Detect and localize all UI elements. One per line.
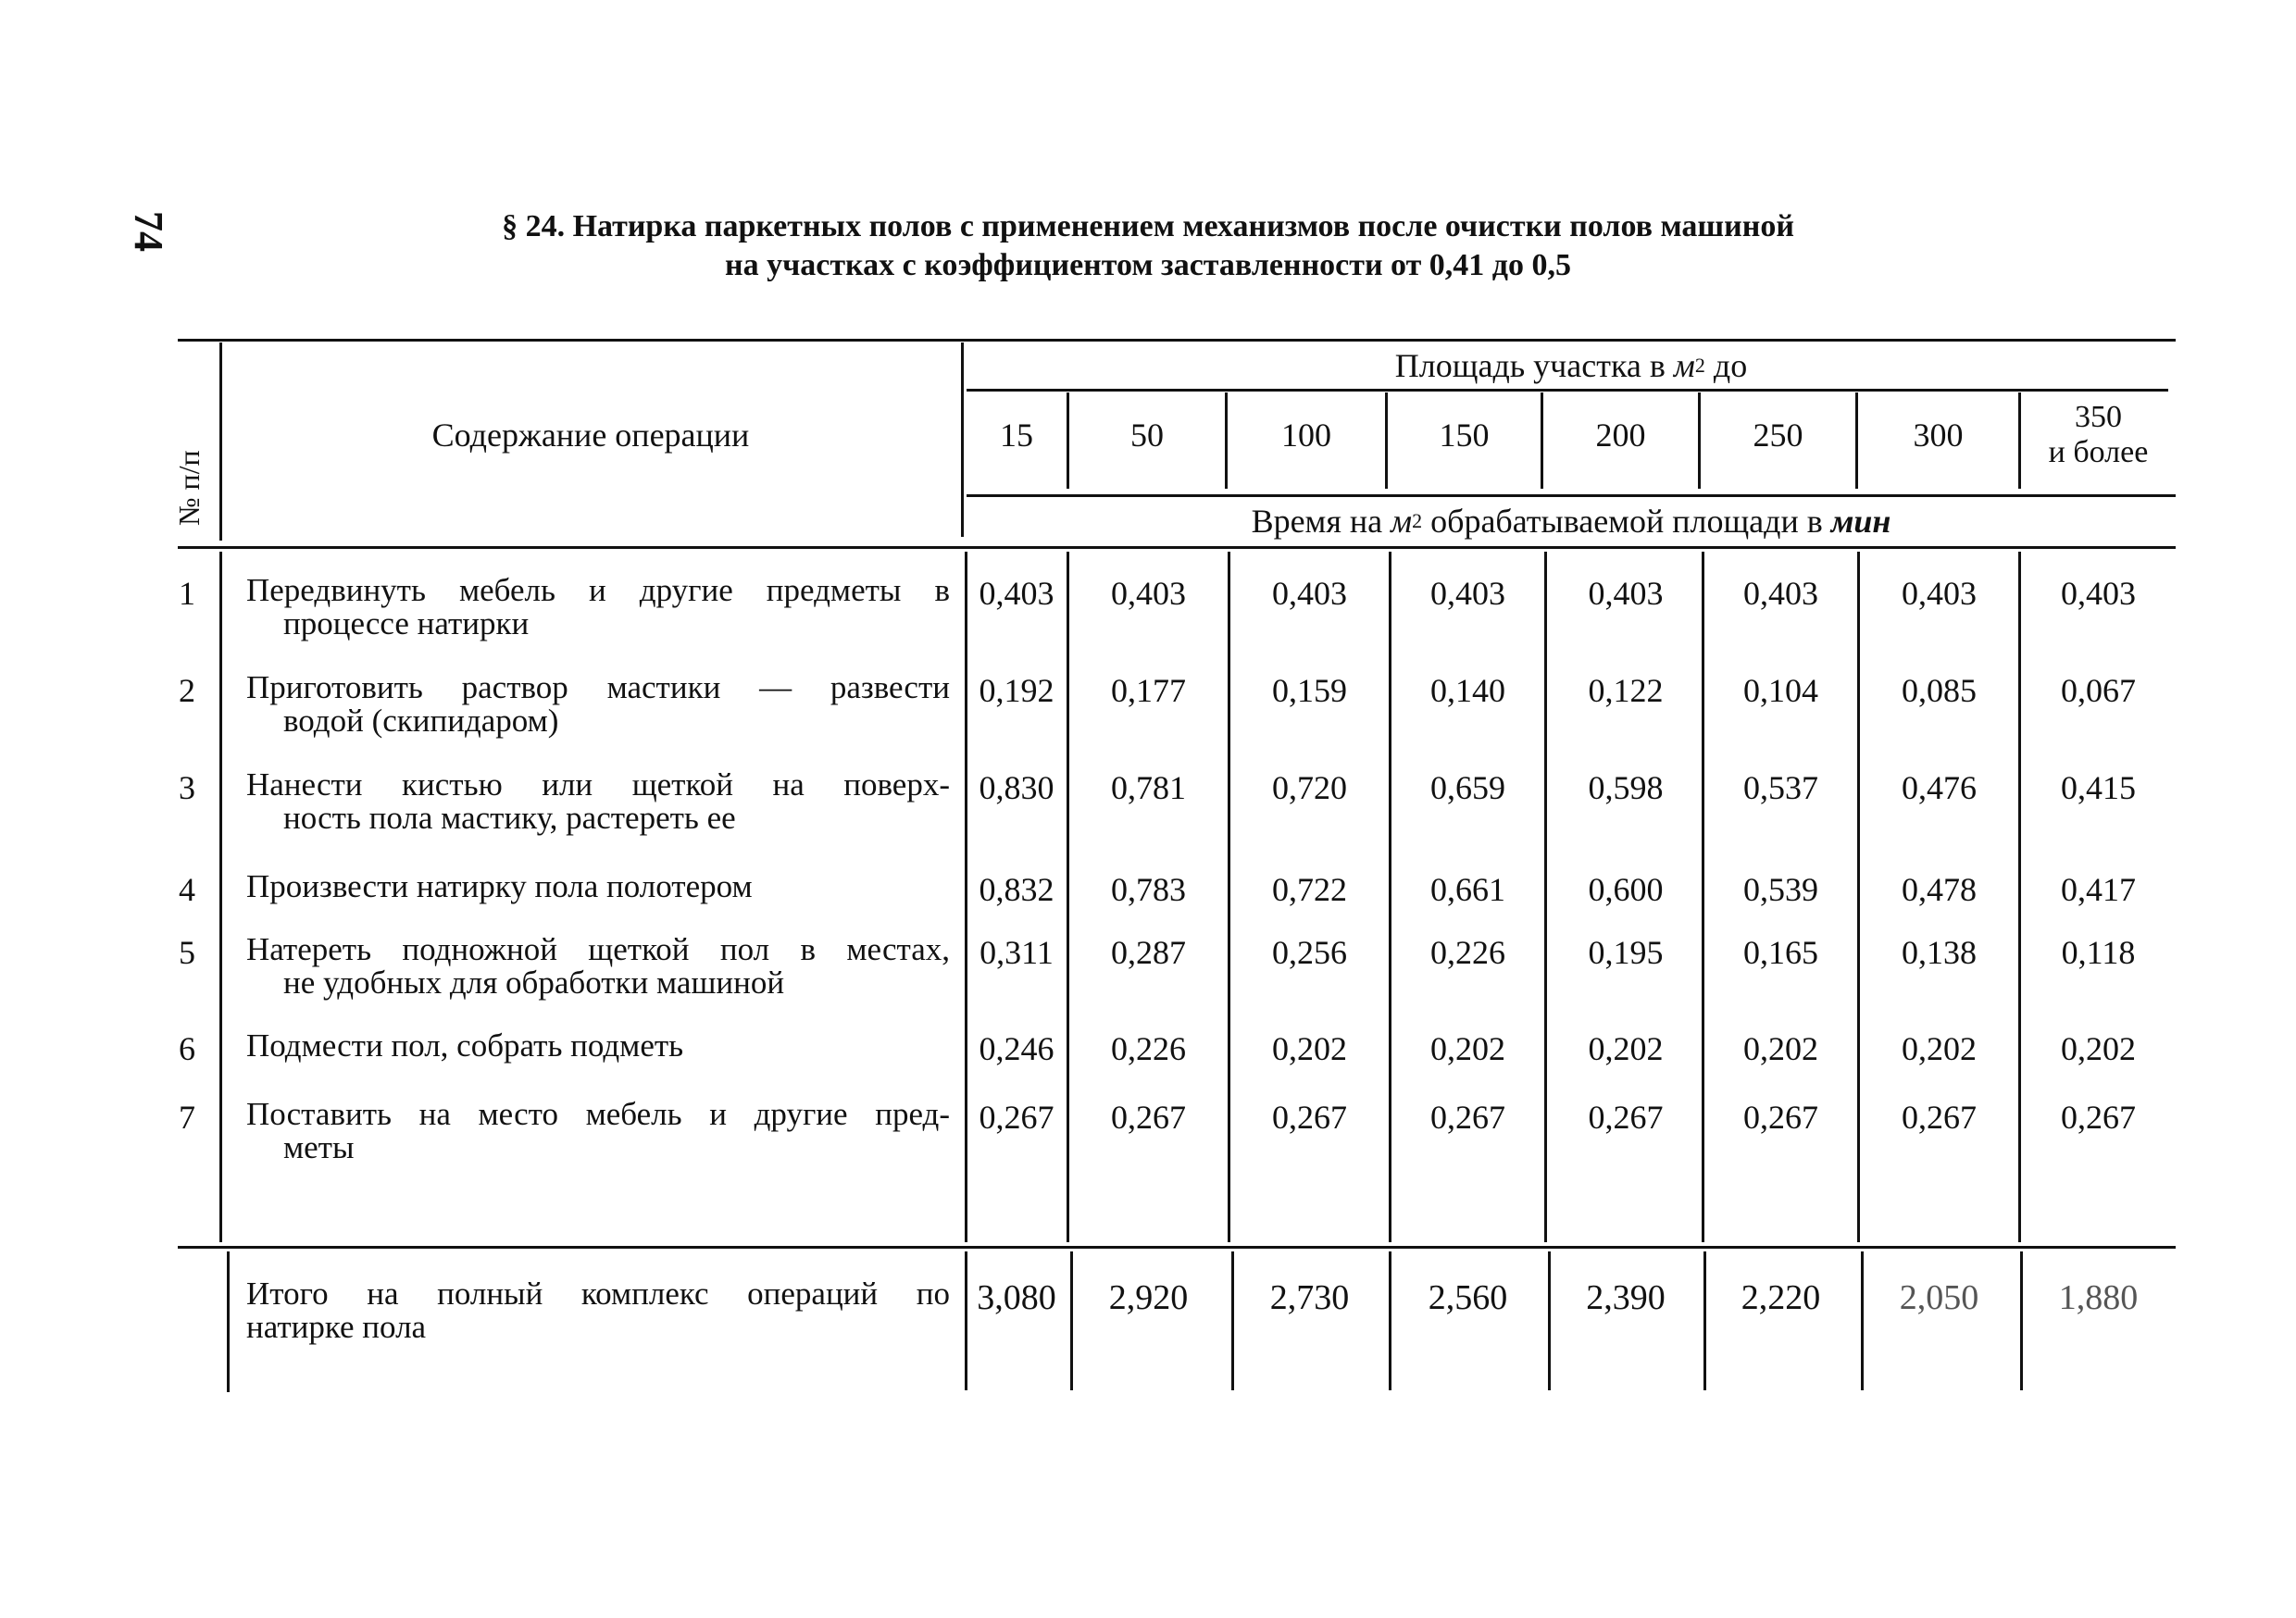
time-value: 0,195 xyxy=(1588,934,1664,971)
time-value: 0,226 xyxy=(1430,934,1505,971)
operation-line2: водой (скипидаром) xyxy=(283,703,559,739)
operation-line1: Нанести кистью или щеткой на поверх- xyxy=(246,766,950,803)
total-value: 2,050 xyxy=(1899,1278,1979,1317)
time-value: 0,403 xyxy=(1111,575,1186,612)
header-area-300: 300 xyxy=(1913,417,1964,454)
time-value: 0,122 xyxy=(1588,672,1664,709)
section-title-line-1: § 24. Натирка паркетных полов с применением механизмов после очистки полов машиной xyxy=(502,209,1794,243)
col-divider-operation xyxy=(961,342,964,537)
time-value: 0,478 xyxy=(1902,871,1977,908)
table-top-rule xyxy=(178,339,2176,342)
header-area-350-line1: 350 xyxy=(2075,400,2122,434)
total-divider-300 xyxy=(2020,1251,2023,1390)
header-area-text: Площадь участка в xyxy=(1394,347,1674,384)
time-header-rule xyxy=(967,494,2176,497)
page-number: 74 xyxy=(126,211,171,252)
total-label-line1: Итого на полный комплекс операций по xyxy=(246,1276,950,1312)
total-value: 3,080 xyxy=(977,1278,1056,1317)
time-value: 0,403 xyxy=(979,575,1054,612)
time-value: 0,267 xyxy=(1430,1099,1505,1136)
time-value: 0,403 xyxy=(1743,575,1818,612)
time-value: 0,267 xyxy=(1743,1099,1818,1136)
operation-line1: Поставить на место мебель и другие пред- xyxy=(246,1096,950,1132)
operation-text xyxy=(246,574,950,641)
row-number: 6 xyxy=(179,1030,195,1067)
body-divider-num xyxy=(219,552,222,1242)
time-value: 0,202 xyxy=(2061,1030,2136,1067)
header-area-unit: м xyxy=(1673,347,1695,384)
time-value: 0,192 xyxy=(979,672,1054,709)
time-value: 0,256 xyxy=(1272,934,1347,971)
time-value: 0,417 xyxy=(2061,871,2136,908)
total-value: 2,390 xyxy=(1586,1278,1666,1317)
total-divider-num xyxy=(227,1251,230,1392)
total-value: 2,730 xyxy=(1269,1278,1350,1317)
time-value: 0,403 xyxy=(1272,575,1347,612)
row-number: 2 xyxy=(179,672,195,709)
operation-text xyxy=(246,1098,950,1164)
header-area-15: 15 xyxy=(1000,417,1033,454)
operation-text xyxy=(246,870,950,903)
time-value: 0,085 xyxy=(1902,672,1977,709)
total-row-label xyxy=(246,1277,950,1344)
time-value: 0,403 xyxy=(1588,575,1664,612)
time-value: 0,661 xyxy=(1430,871,1505,908)
time-value: 0,267 xyxy=(1111,1099,1186,1136)
total-separator-rule xyxy=(178,1246,2176,1249)
time-value: 0,403 xyxy=(1430,575,1505,612)
total-divider-150 xyxy=(1548,1251,1551,1390)
time-value: 0,267 xyxy=(2061,1099,2136,1136)
time-value: 0,226 xyxy=(1111,1030,1186,1067)
operation-line2: ность пола мастику, растереть ее xyxy=(283,800,736,836)
section-title xyxy=(278,207,2018,285)
total-value: 1,880 xyxy=(2058,1278,2139,1317)
time-value: 0,415 xyxy=(2061,769,2136,806)
total-value: 2,560 xyxy=(1428,1278,1508,1317)
time-value: 0,537 xyxy=(1743,769,1818,806)
header-time-minutes: мин xyxy=(1830,503,1891,540)
time-value: 0,783 xyxy=(1111,871,1186,908)
total-label-line2: натирке пола xyxy=(246,1309,427,1345)
time-value: 0,246 xyxy=(979,1030,1054,1067)
time-value: 0,177 xyxy=(1111,672,1186,709)
total-divider-250 xyxy=(1861,1251,1864,1390)
header-time-text: Время на xyxy=(1251,503,1391,540)
header-area-150: 150 xyxy=(1439,417,1490,454)
time-value: 0,267 xyxy=(1902,1099,1977,1136)
header-area xyxy=(967,342,2176,389)
header-time xyxy=(967,498,2176,544)
row-number: 7 xyxy=(179,1099,195,1136)
header-area-50: 50 xyxy=(1130,417,1164,454)
operation-text xyxy=(246,671,950,738)
header-area-suffix: до xyxy=(1704,347,1748,384)
header-bottom-rule xyxy=(178,546,2176,549)
header-area-350 xyxy=(2021,400,2176,470)
operation-line1: Произвести натирку пола полотером xyxy=(246,868,753,904)
time-value: 0,720 xyxy=(1272,769,1347,806)
header-time-unit: м xyxy=(1391,503,1413,540)
header-area-350-line2: и более xyxy=(2048,435,2149,469)
time-value: 0,202 xyxy=(1272,1030,1347,1067)
header-area-unit-exp: 2 xyxy=(1694,354,1705,377)
time-value: 0,159 xyxy=(1272,672,1347,709)
row-number: 4 xyxy=(179,871,195,908)
total-divider-200 xyxy=(1703,1251,1706,1390)
total-divider-100 xyxy=(1389,1251,1391,1390)
time-value: 0,722 xyxy=(1272,871,1347,908)
operation-line1: Подмести пол, собрать подметь xyxy=(246,1027,684,1064)
header-area-250: 250 xyxy=(1753,417,1803,454)
time-value: 0,830 xyxy=(979,769,1054,806)
total-divider-operation xyxy=(965,1251,967,1390)
time-value: 0,202 xyxy=(1743,1030,1818,1067)
time-value: 0,403 xyxy=(2061,575,2136,612)
operation-line1: Натереть подножной щеткой пол в местах, xyxy=(246,931,950,967)
section-title-line-2: на участках с коэффициентом заставленности от 0,41 до 0,5 xyxy=(725,248,1571,282)
operation-text xyxy=(246,933,950,1000)
time-value: 0,202 xyxy=(1588,1030,1664,1067)
operation-text xyxy=(246,768,950,835)
area-header-rule xyxy=(967,389,2168,392)
header-row-number: № п/п xyxy=(172,450,206,526)
time-value: 0,165 xyxy=(1743,934,1818,971)
time-value: 0,287 xyxy=(1111,934,1186,971)
header-time-unit-exp: 2 xyxy=(1412,509,1423,532)
time-value: 0,267 xyxy=(1588,1099,1664,1136)
time-value: 0,311 xyxy=(980,934,1054,971)
header-time-mid: обрабатываемой площади в xyxy=(1422,503,1831,540)
time-value: 0,476 xyxy=(1902,769,1977,806)
time-value: 0,598 xyxy=(1588,769,1664,806)
header-operation: Содержание операции xyxy=(431,417,750,454)
time-value: 0,267 xyxy=(979,1099,1054,1136)
time-value: 0,659 xyxy=(1430,769,1505,806)
operation-line1: Передвинуть мебель и другие предметы в xyxy=(246,572,950,608)
total-value: 2,220 xyxy=(1741,1278,1821,1317)
time-value: 0,202 xyxy=(1902,1030,1977,1067)
total-divider-50 xyxy=(1231,1251,1234,1390)
operation-text xyxy=(246,1029,950,1063)
row-number: 3 xyxy=(179,769,195,806)
time-value: 0,202 xyxy=(1430,1030,1505,1067)
row-number: 5 xyxy=(179,934,195,971)
operation-line2: меты xyxy=(283,1129,355,1165)
time-value: 0,781 xyxy=(1111,769,1186,806)
total-value: 2,920 xyxy=(1108,1278,1189,1317)
time-value: 0,600 xyxy=(1588,871,1664,908)
total-divider-15 xyxy=(1070,1251,1073,1390)
header-area-100: 100 xyxy=(1281,417,1331,454)
time-value: 0,067 xyxy=(2061,672,2136,709)
operation-line1: Приготовить раствор мастики — развести xyxy=(246,669,950,705)
header-area-200: 200 xyxy=(1595,417,1646,454)
time-value: 0,118 xyxy=(2061,934,2136,971)
time-value: 0,104 xyxy=(1743,672,1818,709)
time-value: 0,403 xyxy=(1902,575,1977,612)
time-value: 0,267 xyxy=(1272,1099,1347,1136)
time-value: 0,140 xyxy=(1430,672,1505,709)
operation-line2: процессе натирки xyxy=(283,605,530,641)
time-value: 0,539 xyxy=(1743,871,1818,908)
time-value: 0,832 xyxy=(979,871,1054,908)
time-value: 0,138 xyxy=(1902,934,1977,971)
row-number: 1 xyxy=(179,575,195,612)
operation-line2: не удобных для обработки машиной xyxy=(283,965,785,1001)
